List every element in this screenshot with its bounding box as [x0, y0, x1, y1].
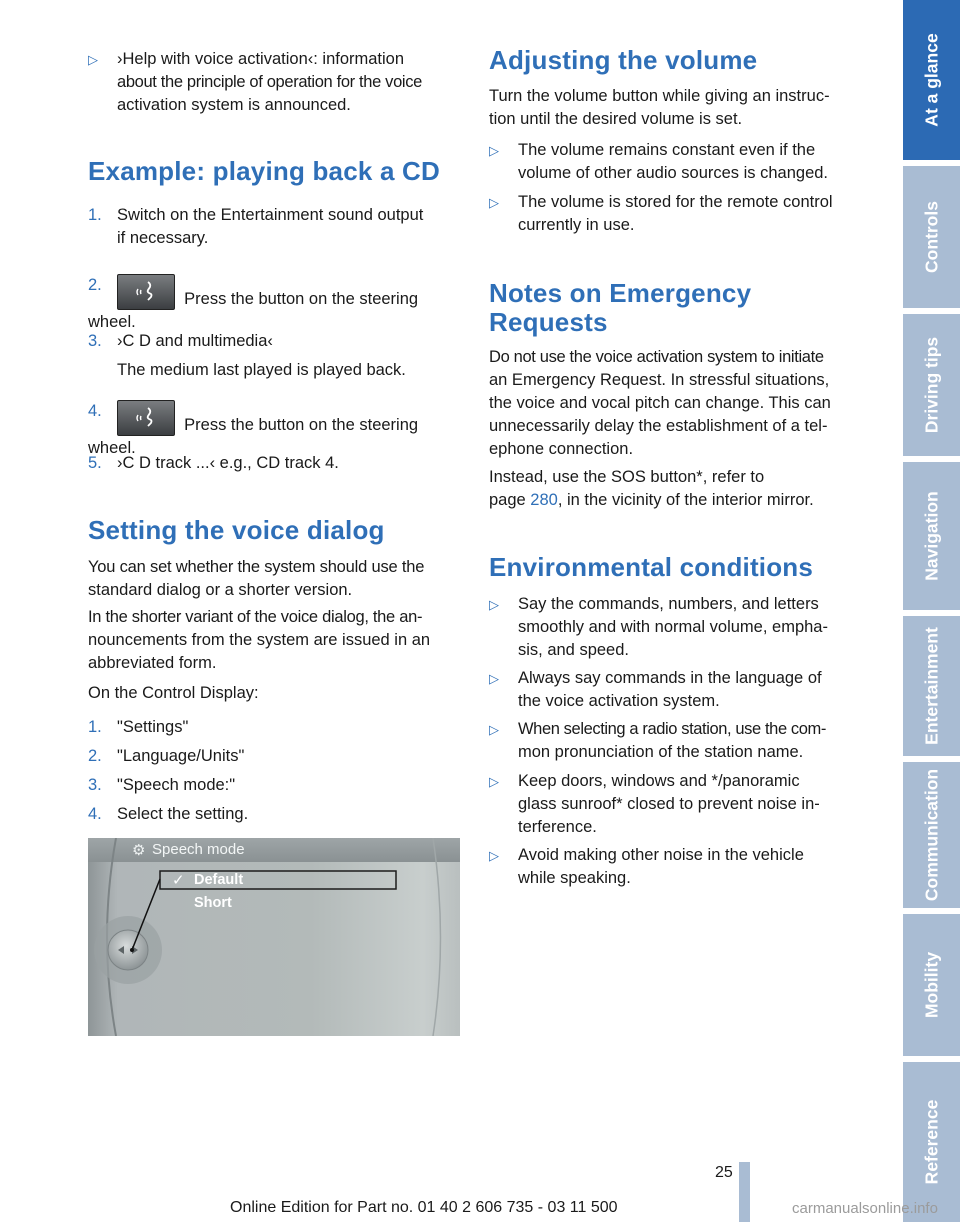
emergency-para: Do not use the voice activation system to initiate an Emergency Request. In stressful situations, the voice and vocal pitch can change. This can unnecessarily delay the establishment of a tel- ephone connection.: [489, 348, 831, 458]
bullet-triangle-icon: ▷: [489, 774, 499, 789]
tab-driving-tips[interactable]: Driving tips: [903, 314, 960, 456]
voice-button-icon: [117, 400, 175, 436]
intro-line-3: activation system is announced.: [117, 96, 351, 114]
emergency-heading: Notes on Emergency Requests: [489, 278, 752, 337]
tab-at-a-glance[interactable]: At a glance: [903, 0, 960, 160]
bullet-triangle-icon: ▷: [489, 848, 499, 863]
page-280-link[interactable]: 280: [530, 491, 558, 509]
page-number: 25: [715, 1164, 733, 1181]
bullet-triangle-icon: ▷: [88, 52, 98, 67]
intro-bullet: [88, 48, 463, 118]
control-display-screenshot: [88, 838, 460, 1036]
tab-entertainment[interactable]: Entertainment: [903, 616, 960, 756]
bullet-triangle-icon: ▷: [489, 143, 499, 158]
speech-mode-title: Speech mode: [152, 841, 245, 858]
dialog-para-2: In the shorter variant of the voice dialog, the an- nouncements from the system are issued in an abbreviated form.: [88, 608, 431, 672]
volume-para: Turn the volume button while giving an instruc- tion until the desired volume is set.: [489, 87, 830, 128]
dialog-para-1: You can set whether the system should use the standard dialog or a shorter version.: [88, 558, 425, 599]
tab-mobility[interactable]: Mobility: [903, 914, 960, 1056]
intro-line-1: ›Help with voice activation‹: information: [117, 50, 405, 68]
tab-communication[interactable]: Communication: [903, 762, 960, 908]
option-short[interactable]: Short: [194, 895, 232, 911]
tab-reference[interactable]: Reference: [903, 1062, 960, 1222]
intro-line-2: about the principle of operation for the voice: [117, 73, 422, 91]
bullet-triangle-icon: ▷: [489, 722, 499, 737]
volume-heading: Adjusting the volume: [489, 45, 758, 75]
dialog-para-3: On the Control Display:: [88, 684, 259, 702]
example-heading: Example: playing back a CD: [88, 156, 440, 186]
settings-gear-icon: ⚙: [132, 842, 146, 859]
check-icon: ✓: [172, 872, 185, 889]
env-heading: Environmental conditions: [489, 552, 814, 582]
footer-edition: Online Edition for Part no. 01 40 2 606 735 - 03 11 500: [230, 1199, 618, 1216]
page-number-bar: [739, 1162, 750, 1222]
bullet-triangle-icon: ▷: [489, 195, 499, 210]
watermark: carmanualsonline.info: [792, 1200, 938, 1217]
sos-para: Instead, use the SOS button*, refer to page 280, in the vicinity of the interior mirror.: [489, 468, 814, 509]
dialog-heading: Setting the voice dialog: [88, 515, 385, 545]
bullet-triangle-icon: ▷: [489, 671, 499, 686]
tab-controls[interactable]: Controls: [903, 166, 960, 308]
screen-graphics: [88, 838, 460, 1036]
voice-button-icon: [117, 274, 175, 310]
tab-navigation[interactable]: Navigation: [903, 462, 960, 610]
bullet-triangle-icon: ▷: [489, 597, 499, 612]
option-default[interactable]: Default: [194, 872, 244, 888]
